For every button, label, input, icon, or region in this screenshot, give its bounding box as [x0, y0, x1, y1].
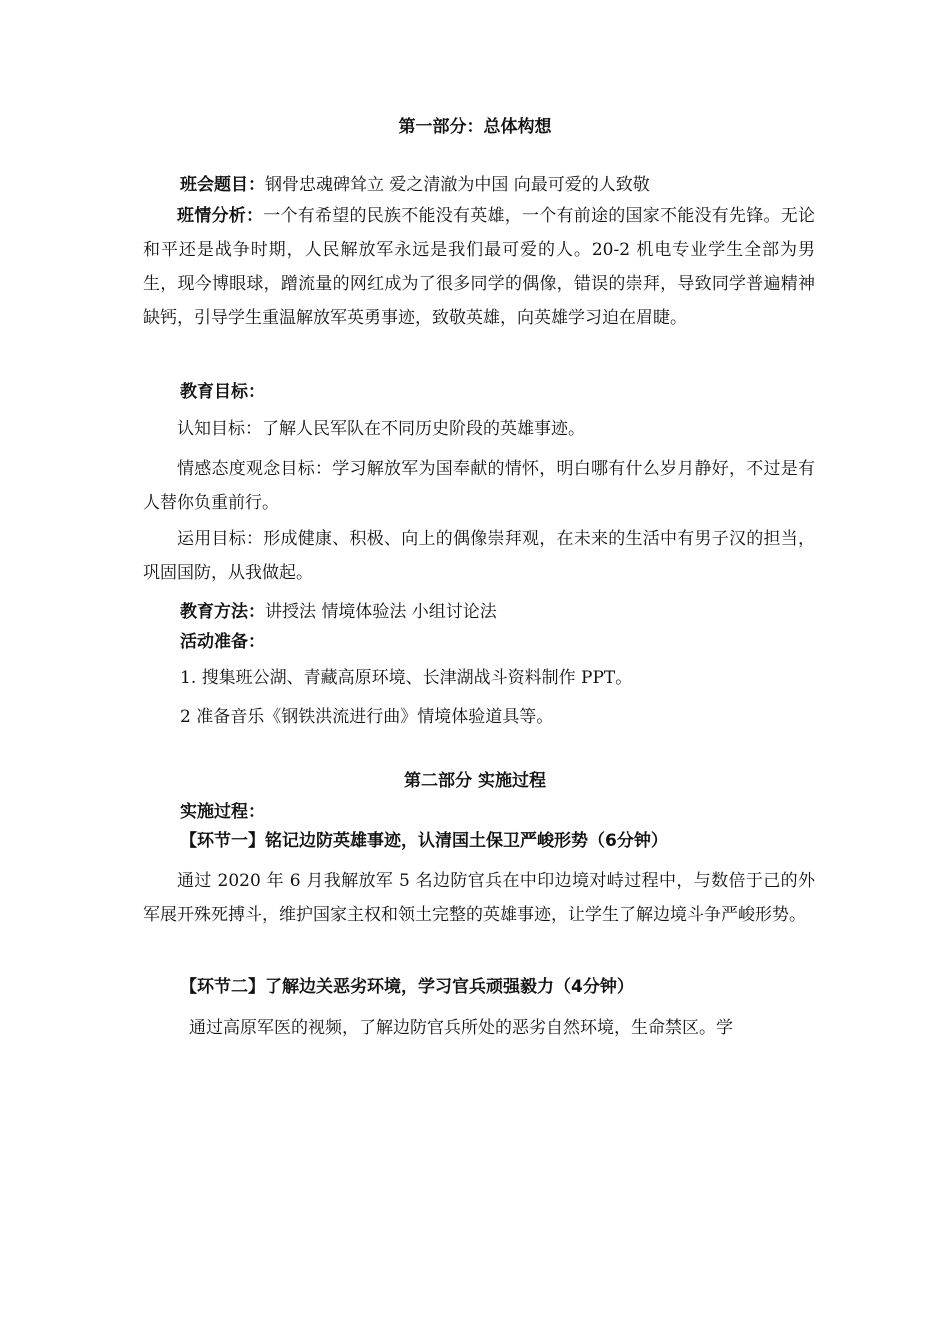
goals-label: 教育目标： [180, 382, 265, 402]
goal-apply: 运用目标：形成健康、积极、向上的偶像崇拜观，在未来的生活中有男子汉的担当，巩固国防，从我做起。 [143, 529, 815, 583]
process-label: 实施过程： [180, 802, 265, 822]
topic-label: 班会题目： [180, 175, 265, 195]
analysis-text: 一个有希望的民族不能没有英雄，一个有前途的国家不能没有先锋。无论和平还是战争时期，人民解放军永远是我们最可爱的人。20-2 机电专业学生全部为男生，现今博眼球，蹭流量的网红成为了很多同学的偶像，错误的崇拜，导致同学普遍精神缺钙，引导学生重温解放军英勇事迹，致敬英雄，向英雄学习迫在眉睫。 [143, 206, 815, 328]
step2-title: 【环节二】了解边关恶劣环境，学习官兵顽强毅力（4分钟） [180, 977, 634, 997]
step1-paragraph: 通过 2020 年 6 月我解放军 5 名边防官兵在中印边境对峙过程中，与数倍于己的外军展开殊死搏斗，维护国家主权和领土完整的英雄事迹，让学生了解边境斗争严峻形势。 [143, 871, 815, 925]
topic-line [180, 173, 650, 197]
step2-paragraph: 通过高原军医的视频，了解边防官兵所处的恶劣自然环境，生命禁区。学 [189, 1018, 733, 1038]
prep-item-1: 1. 搜集班公湖、青藏高原环境、长津湖战斗资料制作 PPT。 [180, 668, 633, 688]
goal-cognitive: 认知目标：了解人民军队在不同历史阶段的英雄事迹。 [177, 419, 585, 439]
methods-line [180, 600, 497, 624]
prep-item-2: 2 准备音乐《钢铁洪流进行曲》情境体验道具等。 [180, 707, 554, 727]
analysis-label: 班情分析： [177, 206, 264, 226]
methods-value: 讲授法 情境体验法 小组讨论法 [265, 602, 497, 622]
topic-value: 钢骨忠魂碑耸立 爱之清澈为中国 向最可爱的人致敬 [265, 175, 650, 195]
step1-title: 【环节一】铭记边防英雄事迹，认清国土保卫严峻形势（6分钟） [180, 831, 668, 851]
analysis-paragraph [143, 199, 815, 335]
part2-title: 第二部分 实施过程 [404, 771, 546, 791]
prep-label: 活动准备： [180, 632, 265, 652]
goal-emotion: 情感态度观念目标：学习解放军为国奉献的情怀，明白哪有什么岁月静好，不过是有人替你负重前行。 [143, 459, 815, 513]
part1-title: 第一部分：总体构想 [398, 117, 552, 137]
methods-label: 教育方法： [180, 602, 265, 622]
